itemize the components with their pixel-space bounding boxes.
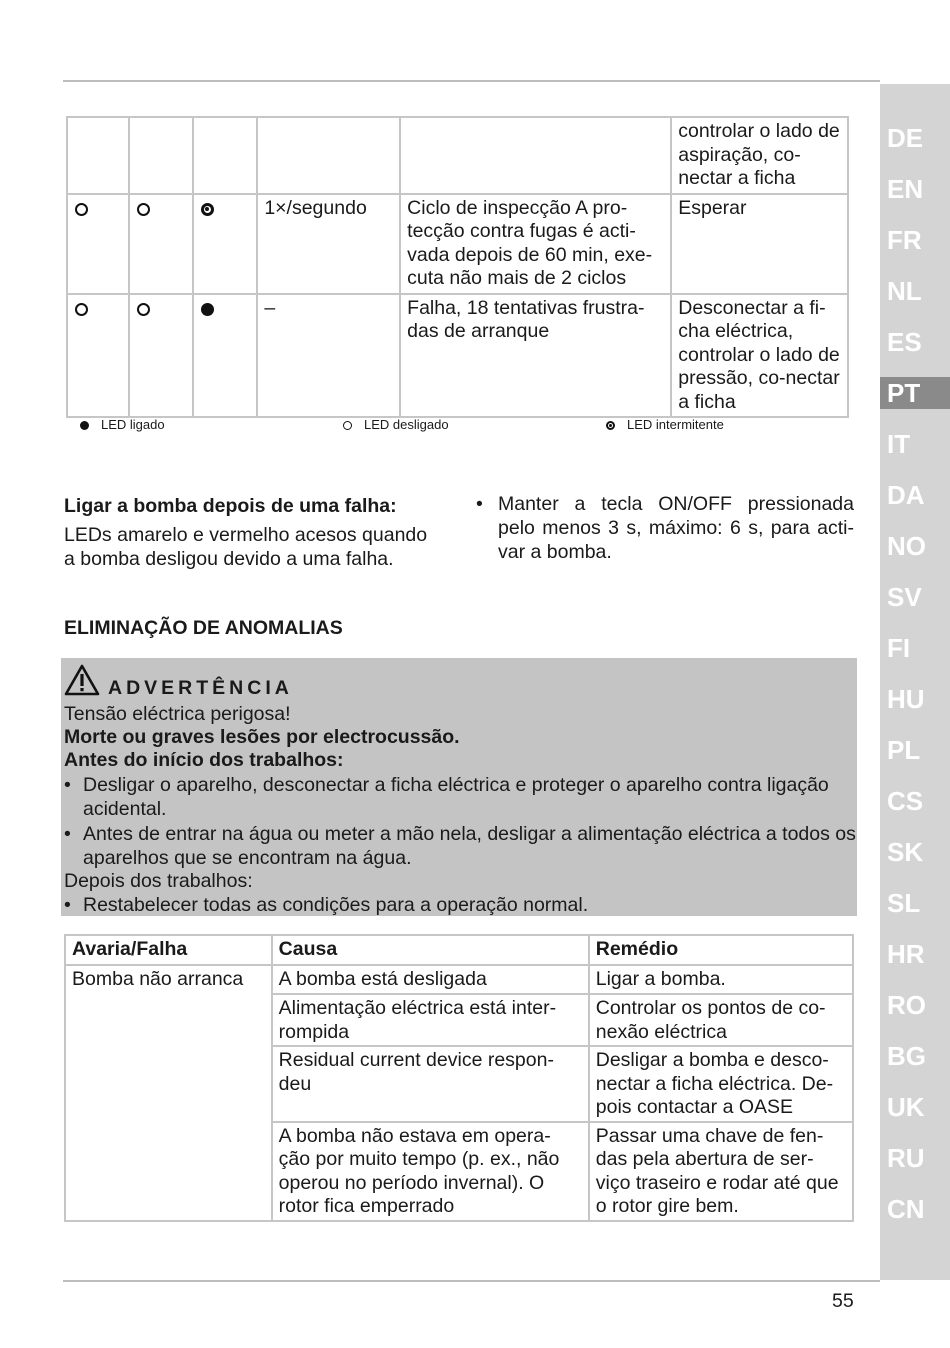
led-off-icon [75, 203, 88, 216]
bullet-icon: • [476, 493, 483, 515]
led-off-icon [343, 421, 352, 430]
language-tab-pt[interactable]: PT [880, 377, 950, 409]
page-number: 55 [832, 1290, 854, 1312]
remedy-cell: Controlar os pontos de co-nexão eléctrica [589, 994, 853, 1046]
table-row [65, 965, 853, 994]
language-tab-nl[interactable]: NL [887, 276, 922, 306]
language-tab-bg[interactable]: BG [887, 1041, 926, 1071]
language-tab-ru[interactable]: RU [887, 1143, 925, 1173]
led-action: Esperar [671, 194, 848, 294]
restart-bullet: Manter a tecla ON/OFF pressionada pelo menos 3 s, máximo: 6 s, para acti-var a bomba. [498, 493, 854, 563]
language-tab-en[interactable]: EN [887, 174, 924, 204]
led-off-icon [137, 203, 150, 216]
led-on-icon [80, 421, 89, 430]
section-title: ELIMINAÇÃO DE ANOMALIAS [64, 617, 343, 639]
led-off-icon [75, 303, 88, 316]
language-tab-sk[interactable]: SK [887, 837, 924, 867]
language-tab-es[interactable]: ES [887, 327, 922, 357]
language-tab-sv[interactable]: SV [887, 582, 922, 612]
language-tab-hr[interactable]: HR [887, 939, 925, 969]
warning-bullet: Restabelecer todas as condições para a operação normal. [83, 894, 589, 916]
warning-line: Antes do início dos trabalhos: [64, 749, 344, 771]
language-tab-hu[interactable]: HU [887, 684, 925, 714]
language-tab-cs[interactable]: CS [887, 786, 924, 816]
cause-cell: Residual current device respon-deu [272, 1046, 589, 1122]
led-frequency: – [257, 294, 400, 418]
table-header-row [65, 935, 853, 965]
language-tab-da[interactable]: DA [887, 480, 925, 510]
led-frequency [257, 117, 400, 194]
column-header: Avaria/Falha [65, 935, 272, 965]
cause-cell: A bomba está desligada [272, 965, 589, 994]
language-tab-sl[interactable]: SL [887, 888, 921, 918]
led-description: Ciclo de inspecção A pro-tecção contra fugas é acti-vada depois de 60 min, exe-cuta não mais de 2 ciclos [400, 194, 671, 294]
bullet-icon: • [64, 823, 71, 845]
led-on-icon [201, 303, 214, 316]
fault-cell: Bomba não arranca [65, 965, 272, 1221]
led-off-icon [137, 303, 150, 316]
legend-led-off: LED desligado [343, 416, 449, 434]
led-frequency: 1×/segundo [257, 194, 400, 294]
led-description: Falha, 18 tentativas frustra-das de arranque [400, 294, 671, 418]
restart-text-line: a bomba desligou devido a uma falha. [64, 548, 394, 570]
led-table-row [67, 194, 848, 294]
language-tab-fi[interactable]: FI [887, 633, 911, 663]
warning-line: Tensão eléctrica perigosa! [64, 703, 291, 725]
language-tab-ro[interactable]: RO [887, 990, 926, 1020]
column-header: Causa [272, 935, 589, 965]
led-table-row [67, 117, 848, 194]
legend-led-blink: LED intermitente [606, 416, 724, 434]
language-tab-de[interactable]: DE [887, 123, 924, 153]
language-tab-no[interactable]: NO [887, 531, 926, 561]
led-blink-icon [201, 203, 214, 216]
bullet-icon: • [64, 894, 71, 916]
led-action: Desconectar a fi-cha eléctrica, controlar o lado de pressão, co-nectar a ficha [671, 294, 848, 418]
bullet-icon: • [64, 774, 71, 796]
remedy-cell: Passar uma chave de fen-das pela abertura de ser-viço traseiro e rodar até que o rotor gire bem. [589, 1122, 853, 1221]
top-rule [63, 80, 880, 82]
language-sidebar [880, 84, 950, 1280]
cause-cell: Alimentação eléctrica está inter-rompida [272, 994, 589, 1046]
led-status-table [66, 116, 849, 418]
language-tab-cn[interactable]: CN [887, 1194, 925, 1224]
legend-led-on: LED ligado [80, 416, 165, 434]
language-tab-fr[interactable]: FR [887, 225, 922, 255]
language-tab-uk[interactable]: UK [887, 1092, 925, 1122]
led-description [400, 117, 671, 194]
bottom-rule [63, 1280, 880, 1282]
language-tab-pl[interactable]: PL [887, 735, 921, 765]
warning-bullet: Desligar o aparelho, desconectar a ficha eléctrica e proteger o aparelho contra ligação acidental. [83, 774, 829, 820]
restart-heading: Ligar a bomba depois de uma falha: [64, 495, 397, 517]
cause-cell: A bomba não estava em opera-ção por muito tempo (p. ex., não operou no período invernal). O rotor fica emperrado [272, 1122, 589, 1221]
warning-triangle-icon [64, 664, 100, 696]
led-action: controlar o lado de aspiração, co-nectar a ficha [671, 117, 848, 194]
warning-line: Morte ou graves lesões por electrocussão. [64, 726, 460, 748]
remedy-cell: Ligar a bomba. [589, 965, 853, 994]
warning-title: ADVERTÊNCIA [108, 677, 293, 699]
led-table-row [67, 294, 848, 418]
column-header: Remédio [589, 935, 853, 965]
restart-text-line: LEDs amarelo e vermelho acesos quando [64, 524, 428, 546]
warning-bullet: Antes de entrar na água ou meter a mão nela, desligar a alimentação eléctrica a todos os aparelhos que se encontram na água. [83, 823, 856, 869]
language-tab-it[interactable]: IT [887, 429, 911, 459]
fault-table [64, 934, 854, 1222]
remedy-cell: Desligar a bomba e desco-nectar a ficha eléctrica. De-pois contactar a OASE [589, 1046, 853, 1122]
led-blink-icon [606, 421, 615, 430]
warning-line: Depois dos trabalhos: [64, 870, 253, 892]
